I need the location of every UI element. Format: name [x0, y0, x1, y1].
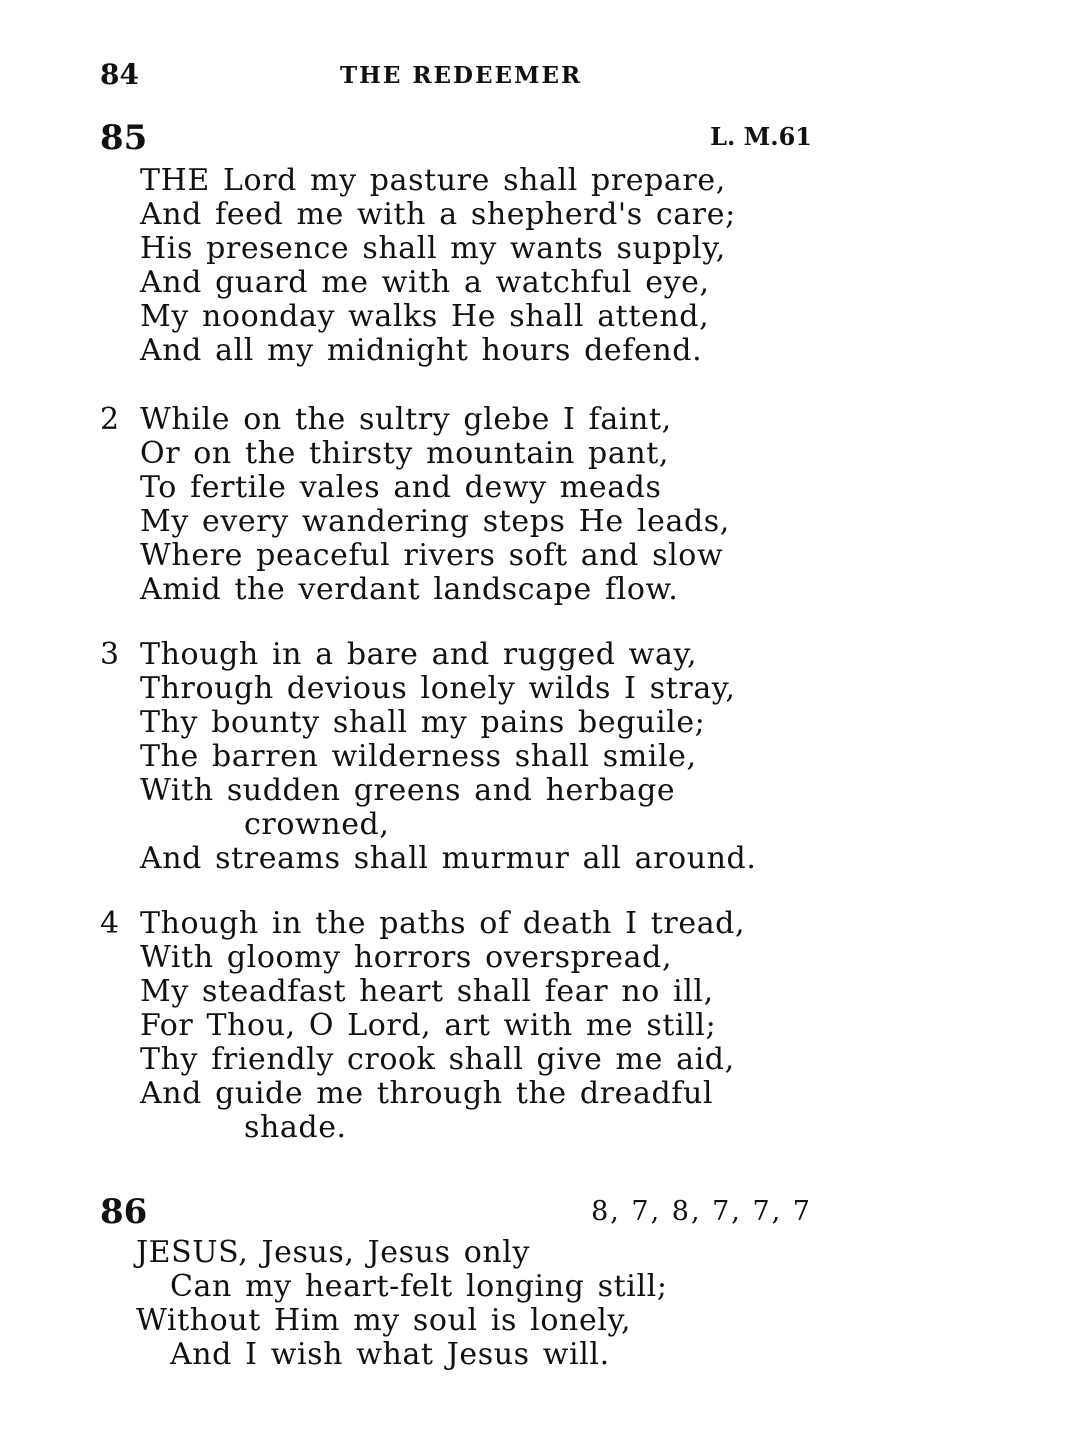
verse-line: Where peaceful rivers soft and slow: [140, 538, 724, 573]
hymn-number: 86: [100, 1192, 148, 1232]
verse-line: Thy friendly crook shall give me aid,: [140, 1042, 735, 1077]
verse-line: For Thou, O Lord, art with me still;: [140, 1008, 717, 1043]
verse-line-turnover: crowned,: [244, 807, 390, 842]
running-title: THE REDEEMER: [340, 62, 583, 89]
verse-line: Or on the thirsty mountain pant,: [140, 436, 670, 471]
verse-line: JESUS, Jesus, Jesus only: [136, 1235, 531, 1270]
verse-line: Through devious lonely wilds I stray,: [140, 671, 736, 706]
verse-line: THE Lord my pasture shall prepare,: [140, 163, 726, 198]
hymn-85-stanza-1: [100, 164, 820, 368]
verse-line: My every wandering steps He leads,: [140, 504, 730, 539]
verse-number: 4: [100, 906, 120, 941]
verse-line: My noonday walks He shall attend,: [140, 299, 710, 334]
hymn-number: 85: [100, 118, 148, 158]
verse-line: His presence shall my wants supply,: [140, 231, 726, 266]
verse-line: And guide me through the dreadful: [140, 1076, 714, 1111]
verse-line: And all my midnight hours defend.: [140, 333, 703, 368]
verse-number: 3: [100, 637, 120, 672]
hymn-86-heading: [100, 1192, 812, 1232]
verse-line: Though in the paths of death I tread,: [140, 906, 746, 941]
hymn-meter: 8, 7, 8, 7, 7, 7: [591, 1196, 812, 1227]
verse-line: With sudden greens and herbage: [140, 773, 676, 808]
page-header: [100, 58, 810, 94]
verse-line: Without Him my soul is lonely,: [136, 1303, 632, 1338]
verse-line: My steadfast heart shall fear no ill,: [140, 974, 714, 1009]
verse-line: Amid the verdant landscape flow.: [140, 572, 679, 607]
verse-line: And I wish what Jesus will.: [170, 1337, 610, 1372]
verse-line: Can my heart-felt longing still;: [170, 1269, 668, 1304]
hymn-85-heading: [100, 118, 812, 158]
verse-line: With gloomy horrors overspread,: [140, 940, 673, 975]
verse-line: While on the sultry glebe I faint,: [140, 402, 672, 437]
hymn-86-stanza-1: [100, 1236, 820, 1372]
verse-line: And streams shall murmur all around.: [140, 841, 757, 876]
verse-line: To fertile vales and dewy meads: [140, 470, 662, 505]
hymn-meter: L. M.61: [710, 122, 812, 151]
verse-line: And guard me with a watchful eye,: [140, 265, 710, 300]
verse-line: And feed me with a shepherd's care;: [140, 197, 736, 232]
hymn-85-stanza-4: [100, 907, 820, 1145]
verse-line: The barren wilderness shall smile,: [140, 739, 697, 774]
verse-line: Though in a bare and rugged way,: [140, 637, 698, 672]
hymn-85-stanza-2: [100, 403, 820, 607]
page-number: 84: [100, 58, 139, 91]
hymn-85-stanza-3: [100, 638, 820, 876]
verse-line: Thy bounty shall my pains beguile;: [140, 705, 706, 740]
verse-line-turnover: shade.: [244, 1110, 347, 1145]
verse-number: 2: [100, 402, 120, 437]
